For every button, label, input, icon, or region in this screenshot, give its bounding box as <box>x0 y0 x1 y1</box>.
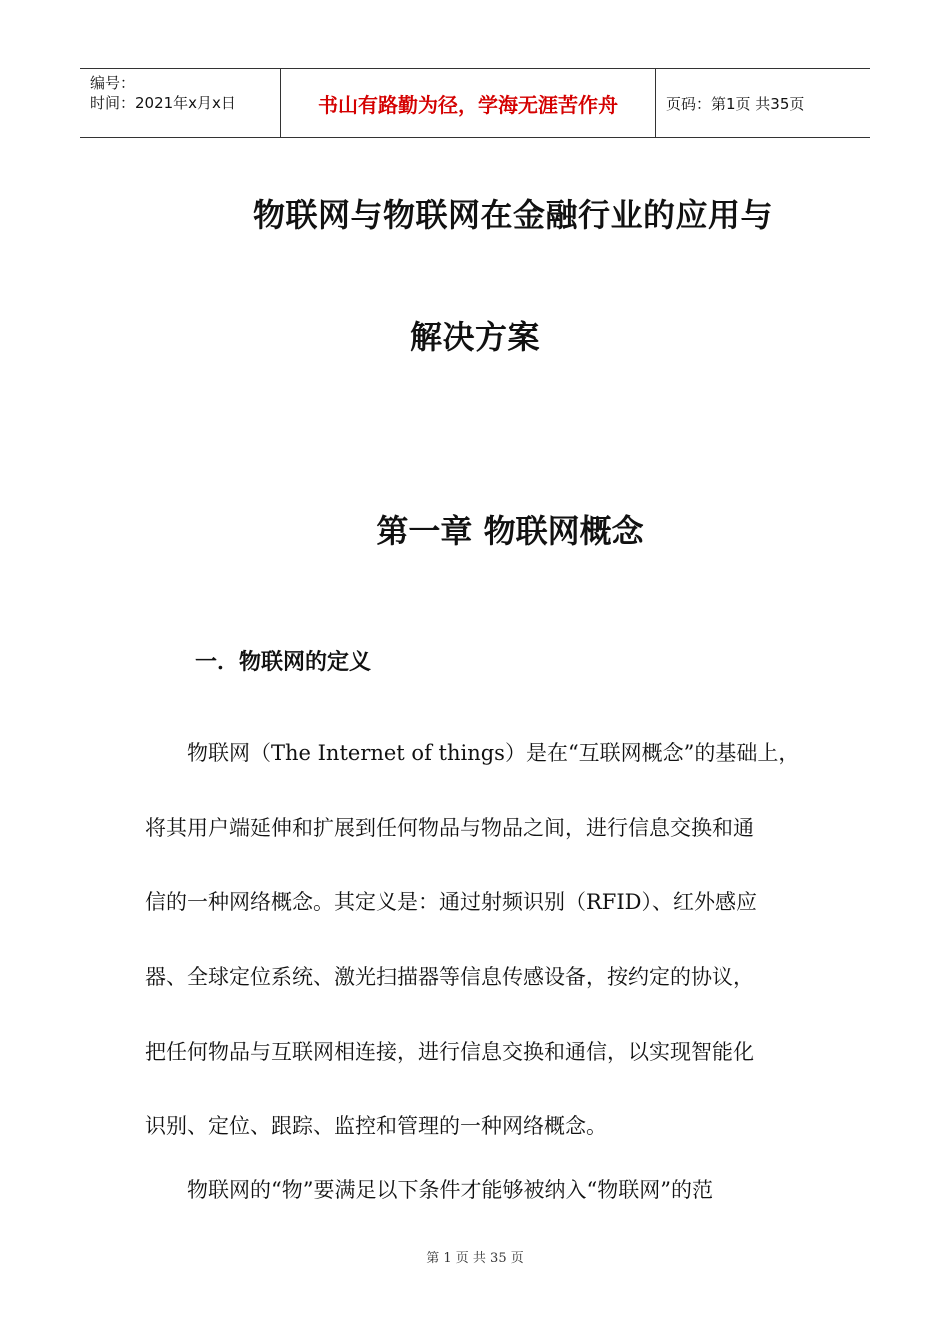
document-title-line-1: 物联网与物联网在金融行业的应用与 <box>252 196 773 234</box>
page-footer: 第 1 页 共 35 页 <box>426 1251 524 1266</box>
document-number-label: 编号： <box>90 74 136 92</box>
paragraph-line: 物联网的“物”要满足以下条件才能够被纳入“物联网”的范 <box>145 1178 713 1202</box>
paragraph-line: 将其用户端延伸和扩展到任何物品与物品之间，进行信息交换和通 <box>145 816 754 840</box>
header-motto <box>280 69 656 137</box>
chapter-heading: 第一章 物联网概念 <box>376 512 644 550</box>
paragraph-line: 识别、定位、跟踪、监控和管理的一种网络概念。 <box>145 1114 607 1138</box>
motto-text: 书山有路勤为径，学海无涯苦作舟 <box>318 92 618 117</box>
header-meta <box>80 69 280 137</box>
paragraph-line: 信的一种网络概念。其定义是：通过射频识别（RFID）、红外感应 <box>145 890 758 914</box>
page-code-text: 页码：第1页 共35页 <box>666 94 805 113</box>
document-time-label: 时间：2021年x月x日 <box>90 94 236 112</box>
section-heading: 一．物联网的定义 <box>195 649 372 675</box>
header-page-code <box>656 69 870 137</box>
paragraph-line: 物联网（The Internet of things）是在“互联网概念”的基础上， <box>145 741 800 765</box>
paragraph-line: 把任何物品与互联网相连接，进行信息交换和通信，以实现智能化 <box>145 1040 754 1064</box>
page-header <box>80 68 870 138</box>
paragraph-line: 器、全球定位系统、激光扫描器等信息传感设备，按约定的协议， <box>145 965 754 989</box>
document-title-line-2: 解决方案 <box>409 318 540 356</box>
